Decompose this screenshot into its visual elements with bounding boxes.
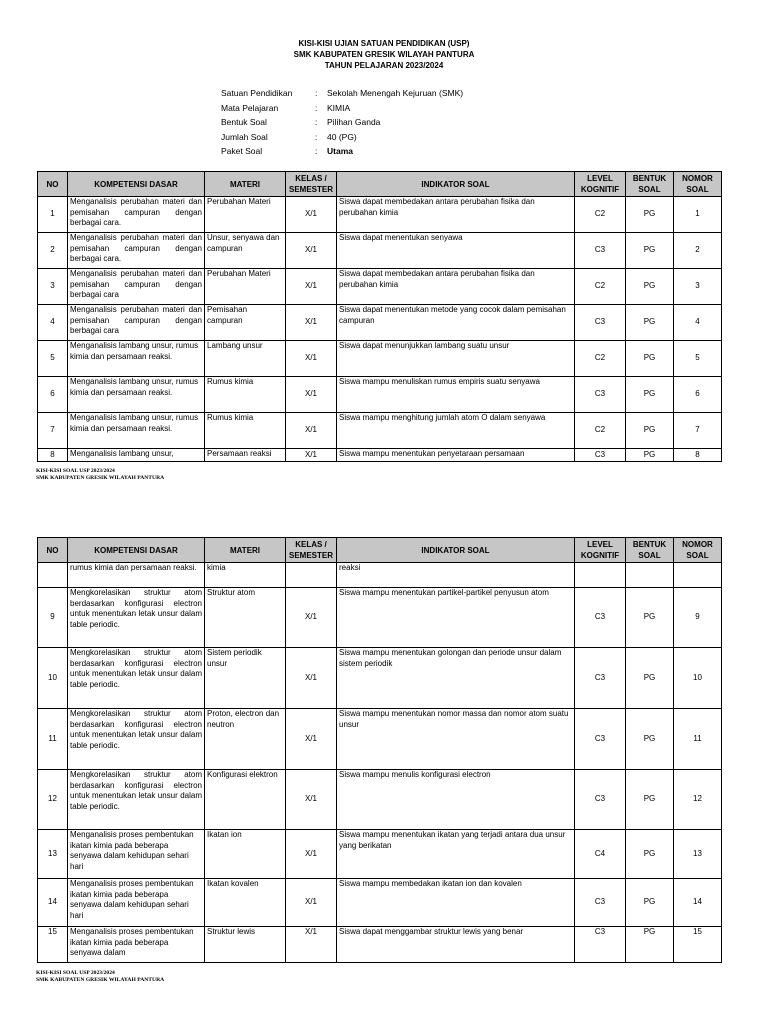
- cell-nomor: 1: [674, 197, 722, 233]
- col-header-nomor: [674, 538, 722, 563]
- cell-level: C3: [575, 770, 626, 830]
- cell-kelas: X/1: [286, 830, 337, 879]
- col-header-text: NOMOR: [682, 540, 713, 549]
- table-row: [38, 305, 722, 341]
- cell-indikator: Siswa dapat membedakan antara perubahan fisika dan perubahan kimia: [337, 197, 575, 233]
- cell-no: 13: [38, 830, 68, 879]
- col-header-kd: KOMPETENSI DASAR: [68, 538, 205, 563]
- cell-level: C2: [575, 413, 626, 449]
- cell-level: C3: [575, 648, 626, 709]
- cell-level: C3: [575, 927, 626, 963]
- cell-level: C3: [575, 879, 626, 927]
- cell-no: 3: [38, 269, 68, 305]
- cell-indikator: Siswa dapat menentukan senyawa: [337, 233, 575, 269]
- cell-kelas: X/1: [286, 770, 337, 830]
- meta-value: Utama: [327, 146, 353, 156]
- kisi-kisi-table-page-1: [37, 171, 722, 462]
- meta-colon: :: [315, 131, 318, 142]
- cell-bentuk: PG: [626, 588, 674, 648]
- table-row: [38, 879, 722, 927]
- table-row: [38, 197, 722, 233]
- col-header-bentuk: [626, 538, 674, 563]
- table-row: [38, 233, 722, 269]
- cell-no: 15: [38, 927, 68, 963]
- col-header-text: KELAS /: [295, 540, 327, 549]
- cell-kd: Mengkorelasikan struktur atom berdasarkan konfigurasi electron untuk menentukan letak unsur dalam table periodic.: [68, 770, 205, 830]
- meta-colon: :: [315, 102, 318, 113]
- table-row: [38, 341, 722, 377]
- meta-value: Sekolah Menengah Kejuruan (SMK): [327, 88, 464, 98]
- table-row: [38, 709, 722, 770]
- cell-level: C2: [575, 269, 626, 305]
- meta-row-bentuk: [221, 115, 463, 130]
- meta-label: Bentuk Soal: [221, 117, 267, 127]
- cell-nomor: 10: [674, 648, 722, 709]
- cell-indikator: Siswa mampu menentukan penyetaraan persamaan: [337, 449, 575, 462]
- cell-materi: Ikatan kovalen: [205, 879, 286, 927]
- cell-kelas: X/1: [286, 197, 337, 233]
- cell-bentuk: PG: [626, 770, 674, 830]
- cell-nomor: 6: [674, 377, 722, 413]
- cell-level: C3: [575, 588, 626, 648]
- cell-kelas: X/1: [286, 648, 337, 709]
- meta-row-satuan: [221, 86, 463, 101]
- table-row: [38, 377, 722, 413]
- cell-nomor: 11: [674, 709, 722, 770]
- cell-nomor: 15: [674, 927, 722, 963]
- cell-materi: Rumus kimia: [205, 377, 286, 413]
- footer-line: KISI-KISI SOAL USP 2023/2024: [36, 970, 115, 976]
- cell-nomor: 8: [674, 449, 722, 462]
- table-row: [38, 588, 722, 648]
- cell-level: C2: [575, 197, 626, 233]
- cell-materi: Lambang unsur: [205, 341, 286, 377]
- footer-line: SMK KABUPATEN GRESIK WILAYAH PANTURA: [36, 977, 165, 983]
- cell-materi: Ikatan ion: [205, 830, 286, 879]
- cell-no: 11: [38, 709, 68, 770]
- cell-bentuk: PG: [626, 449, 674, 462]
- cell-kd: Mengkorelasikan struktur atom berdasarkan konfigurasi electron untuk menentukan letak unsur dalam table periodic.: [68, 709, 205, 770]
- cell-no: 8: [38, 449, 68, 462]
- cell-nomor: 13: [674, 830, 722, 879]
- cell-no: 12: [38, 770, 68, 830]
- cell-no: 4: [38, 305, 68, 341]
- cell-bentuk: PG: [626, 197, 674, 233]
- cell-materi: Struktur atom: [205, 588, 286, 648]
- cell-materi: Persamaan reaksi: [205, 449, 286, 462]
- table-row: [38, 413, 722, 449]
- cell-no: 6: [38, 377, 68, 413]
- meta-label: Paket Soal: [221, 146, 263, 156]
- cell-indikator: Siswa mampu menentukan nomor massa dan nomor atom suatu unsur: [337, 709, 575, 770]
- meta-colon: :: [315, 146, 318, 156]
- meta-colon: :: [315, 88, 318, 98]
- cell-bentuk: PG: [626, 305, 674, 341]
- cell-no: 5: [38, 341, 68, 377]
- cell-no: 7: [38, 413, 68, 449]
- cell-no: [38, 563, 68, 588]
- col-header-kd: KOMPETENSI DASAR: [68, 172, 205, 197]
- cell-kelas: X/1: [286, 341, 337, 377]
- col-header-materi: MATERI: [205, 172, 286, 197]
- cell-indikator: Siswa mampu menentukan golongan dan periode unsur dalam sistem periodik: [337, 648, 575, 709]
- cell-level: C2: [575, 341, 626, 377]
- cell-kd: rumus kimia dan persamaan reaksi.: [68, 563, 205, 588]
- cell-nomor: 9: [674, 588, 722, 648]
- cell-no: 1: [38, 197, 68, 233]
- cell-indikator: Siswa mampu menentukan ikatan yang terjadi antara dua unsur yang berikatan: [337, 830, 575, 879]
- cell-bentuk: PG: [626, 830, 674, 879]
- footer-line: SMK KABUPATEN GRESIK WILAYAH PANTURA: [36, 475, 165, 481]
- cell-materi: Perubahan Materi: [205, 197, 286, 233]
- cell-level: C4: [575, 830, 626, 879]
- cell-materi: kimia: [205, 563, 286, 588]
- col-header-level: [575, 538, 626, 563]
- meta-value: KIMIA: [327, 102, 351, 113]
- cell-kelas: X/1: [286, 377, 337, 413]
- cell-nomor: 14: [674, 879, 722, 927]
- cell-bentuk: PG: [626, 377, 674, 413]
- cell-kd: Mengkorelasikan struktur atom berdasarkan konfigurasi electron untuk menentukan letak unsur dalam table periodic.: [68, 648, 205, 709]
- header-year: TAHUN PELAJARAN 2023/2024: [324, 61, 444, 70]
- table-header-row: [38, 538, 722, 563]
- cell-nomor: 12: [674, 770, 722, 830]
- col-header-text: LEVEL: [587, 174, 613, 183]
- cell-materi: Unsur, senyawa dan campuran: [205, 233, 286, 269]
- cell-kelas: X/1: [286, 413, 337, 449]
- cell-kd: Menganalisis perubahan materi dan pemisahan campuran dengan berbagai cara.: [68, 233, 205, 269]
- cell-indikator: reaksi: [337, 563, 575, 588]
- cell-materi: Perubahan Materi: [205, 269, 286, 305]
- cell-nomor: [674, 563, 722, 588]
- col-header-text: KELAS /: [295, 174, 327, 183]
- meta-value: 40 (PG): [327, 131, 357, 142]
- page-footer: [36, 468, 164, 482]
- cell-bentuk: PG: [626, 879, 674, 927]
- col-header-text: NOMOR: [682, 174, 713, 183]
- cell-kelas: X/1: [286, 449, 337, 462]
- table-row: [38, 927, 722, 963]
- cell-nomor: 3: [674, 269, 722, 305]
- cell-kd: Menganalisis proses pembentukan ikatan kimia pada beberapa senyawa dalam kehidupan sehari hari: [68, 830, 205, 879]
- cell-materi: Konfigurasi elektron: [205, 770, 286, 830]
- col-header-nomor: [674, 172, 722, 197]
- cell-kd: Menganalisis lambang unsur, rumus kimia dan persamaan reaksi.: [68, 341, 205, 377]
- cell-indikator: Siswa mampu menuliskan rumus empiris suatu senyawa: [337, 377, 575, 413]
- col-header-no: NO: [38, 172, 68, 197]
- cell-materi: Struktur lewis: [205, 927, 286, 963]
- table-row: [38, 770, 722, 830]
- cell-level: C3: [575, 233, 626, 269]
- col-header-text: SOAL: [686, 185, 709, 194]
- cell-bentuk: [626, 563, 674, 588]
- cell-kelas: X/1: [286, 879, 337, 927]
- cell-no: 9: [38, 588, 68, 648]
- col-header-no: NO: [38, 538, 68, 563]
- cell-indikator: Siswa dapat menunjukkan lambang suatu unsur: [337, 341, 575, 377]
- cell-kelas: X/1: [286, 305, 337, 341]
- col-header-text: BENTUK: [632, 174, 667, 183]
- meta-row-jumlah: [221, 130, 463, 145]
- cell-bentuk: PG: [626, 413, 674, 449]
- meta-colon: :: [315, 117, 318, 127]
- meta-label: Satuan Pendidikan: [221, 88, 293, 98]
- cell-kd: Menganalisis proses pembentukan ikatan kimia pada beberapa senyawa dalam: [68, 927, 205, 963]
- cell-kd: Menganalisis proses pembentukan ikatan kimia pada beberapa senyawa dalam kehidupan sehari hari: [68, 879, 205, 927]
- cell-kelas: X/1: [286, 233, 337, 269]
- cell-indikator: Siswa dapat menggambar struktur lewis yang benar: [337, 927, 575, 963]
- table-row: [38, 563, 722, 588]
- cell-nomor: 5: [674, 341, 722, 377]
- col-header-text: LEVEL: [587, 540, 613, 549]
- cell-bentuk: PG: [626, 648, 674, 709]
- col-header-text: KOGNITIF: [580, 185, 620, 194]
- meta-value: Pilihan Ganda: [327, 117, 381, 127]
- cell-bentuk: PG: [626, 709, 674, 770]
- kisi-kisi-table-page-2: [37, 537, 722, 963]
- footer-line: KISI-KISI SOAL USP 2023/2024: [36, 468, 115, 474]
- table-header-row: [38, 172, 722, 197]
- cell-bentuk: PG: [626, 341, 674, 377]
- header-school: SMK KABUPATEN GRESIK WILAYAH PANTURA: [293, 50, 475, 59]
- meta-row-mapel: [221, 101, 463, 116]
- cell-kd: Menganalisis perubahan materi dan pemisahan campuran dengan berbagai cara: [68, 269, 205, 305]
- cell-kd: Menganalisis lambang unsur, rumus kimia dan persamaan reaksi.: [68, 413, 205, 449]
- table-row: [38, 830, 722, 879]
- col-header-text: BENTUK: [632, 540, 667, 549]
- col-header-text: SEMESTER: [288, 185, 333, 194]
- cell-materi: Pemisahan campuran: [205, 305, 286, 341]
- cell-kelas: X/1: [286, 269, 337, 305]
- cell-bentuk: PG: [626, 269, 674, 305]
- meta-row-paket: [221, 144, 463, 159]
- cell-materi: Rumus kimia: [205, 413, 286, 449]
- cell-indikator: Siswa mampu membedakan ikatan ion dan kovalen: [337, 879, 575, 927]
- col-header-materi: MATERI: [205, 538, 286, 563]
- cell-level: [575, 563, 626, 588]
- document-header: [0, 38, 768, 71]
- cell-level: C3: [575, 305, 626, 341]
- header-title: KISI-KISI UJIAN SATUAN PENDIDIKAN (USP): [298, 39, 470, 48]
- cell-indikator: Siswa dapat menentukan metode yang cocok dalam pemisahan campuran: [337, 305, 575, 341]
- col-header-bentuk: [626, 172, 674, 197]
- cell-nomor: 4: [674, 305, 722, 341]
- cell-no: 10: [38, 648, 68, 709]
- col-header-level: [575, 172, 626, 197]
- cell-level: C3: [575, 377, 626, 413]
- col-header-kelas: [286, 538, 337, 563]
- col-header-kelas: [286, 172, 337, 197]
- table-row: [38, 648, 722, 709]
- cell-materi: Sistem periodik unsur: [205, 648, 286, 709]
- cell-no: 14: [38, 879, 68, 927]
- col-header-text: KOGNITIF: [580, 551, 620, 560]
- cell-kd: Menganalisis lambang unsur, rumus kimia dan persamaan reaksi.: [68, 377, 205, 413]
- cell-materi: Proton, electron dan neutron: [205, 709, 286, 770]
- table-row: [38, 269, 722, 305]
- cell-nomor: 2: [674, 233, 722, 269]
- col-header-indikator: INDIKATOR SOAL: [337, 172, 575, 197]
- cell-indikator: Siswa mampu menghitung jumlah atom O dalam senyawa: [337, 413, 575, 449]
- cell-kd: Menganalisis perubahan materi dan pemisahan campuran dengan berbagai cara: [68, 305, 205, 341]
- col-header-indikator: INDIKATOR SOAL: [337, 538, 575, 563]
- cell-indikator: Siswa dapat membedakan antara perubahan fisika dan perubahan kimia: [337, 269, 575, 305]
- cell-kelas: X/1: [286, 927, 337, 963]
- col-header-text: SOAL: [686, 551, 709, 560]
- table-row: [38, 449, 722, 462]
- cell-bentuk: PG: [626, 927, 674, 963]
- cell-kelas: X/1: [286, 588, 337, 648]
- col-header-text: SEMESTER: [288, 551, 333, 560]
- cell-nomor: 7: [674, 413, 722, 449]
- cell-indikator: Siswa mampu menentukan partikel-partikel penyusun atom: [337, 588, 575, 648]
- cell-level: C3: [575, 449, 626, 462]
- cell-indikator: Siswa mampu menulis konfigurasi electron: [337, 770, 575, 830]
- col-header-text: SOAL: [638, 551, 661, 560]
- cell-kd: Mengkorelasikan struktur atom berdasarkan konfigurasi electron untuk menentukan letak unsur dalam table periodic.: [68, 588, 205, 648]
- meta-label: Jumlah Soal: [221, 131, 268, 142]
- meta-label: Mata Pelajaran: [221, 102, 279, 113]
- cell-kelas: [286, 563, 337, 588]
- cell-kelas: X/1: [286, 709, 337, 770]
- cell-level: C3: [575, 709, 626, 770]
- cell-kd: Menganalisis lambang unsur,: [68, 449, 205, 462]
- col-header-text: SOAL: [638, 185, 661, 194]
- page-footer: [36, 970, 164, 984]
- cell-kd: Menganalisis perubahan materi dan pemisahan campuran dengan berbagai cara.: [68, 197, 205, 233]
- cell-bentuk: PG: [626, 233, 674, 269]
- cell-no: 2: [38, 233, 68, 269]
- document-meta: [221, 86, 463, 159]
